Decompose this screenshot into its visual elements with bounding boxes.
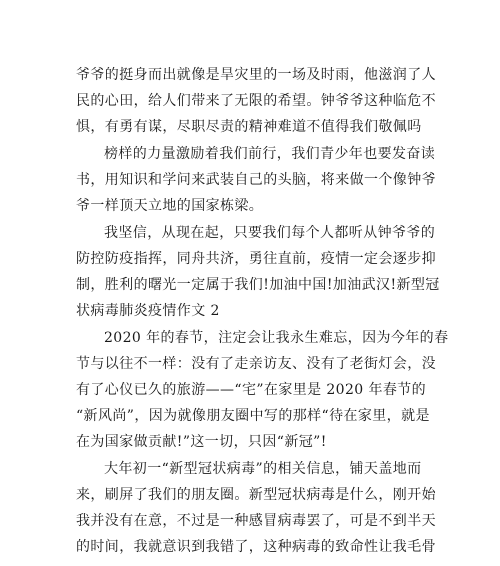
text-line: 节与以往不一样：没有了走亲访友、没有了老街灯会，没 [76, 356, 436, 372]
text-line: 我并没有在意，不过是一种感冒病毒罢了，可是不到半天 [76, 513, 436, 529]
text-line: 状病毒肺炎疫情作文 2 [76, 303, 220, 319]
paragraph-first-line: 2020 年的春节，注定会让我永生难忘，因为今年的春 [104, 330, 449, 346]
text-line: 的时间，我就意识到我错了，这种病毒的致命性让我毛骨 [76, 539, 436, 555]
text-line: 爷爷的挺身而出就像是旱灾里的一场及时雨，他滋润了人 [76, 67, 436, 83]
text-line: 来，刷屏了我们的朋友圈。新型冠状病毒是什么，刚开始 [76, 487, 436, 503]
paragraph-first-line: 榜样的力量激励着我们前行，我们青少年也要发奋读 [104, 146, 436, 162]
text-line: “新风尚”，因为就像朋友圈中写的那样“待在家里，就是 [76, 408, 430, 424]
text-line: 民的心田，给人们带来了无限的希望。钟爷爷这种临危不 [76, 93, 436, 109]
text-line: 制，胜利的曙光一定属于我们!加油中国!加油武汉!新型冠 [76, 277, 440, 293]
text-line: 防控防疫指挥，同舟共济，勇往直前，疫情一定会逐步抑 [76, 251, 436, 267]
paragraph-first-line: 我坚信，从现在起，只要我们每个人都听从钟爷爷的 [104, 225, 436, 241]
text-line: 书，用知识和学问来武装自己的头脑，将来做一个像钟爷 [76, 172, 436, 188]
text-line: 有了心仪已久的旅游——“宅”在家里是 2020 年春节的 [76, 382, 427, 398]
text-line: 爷一样顶天立地的国家栋梁。 [76, 198, 264, 214]
text-line: 在为国家做贡献!”这一切，只因“新冠”! [76, 434, 327, 450]
text-line: 惧，有勇有谋，尽职尽责的精神难道不值得我们敬佩吗 [76, 119, 422, 135]
paragraph-first-line: 大年初一“新型冠状病毒”的相关信息，铺天盖地而 [104, 461, 422, 477]
